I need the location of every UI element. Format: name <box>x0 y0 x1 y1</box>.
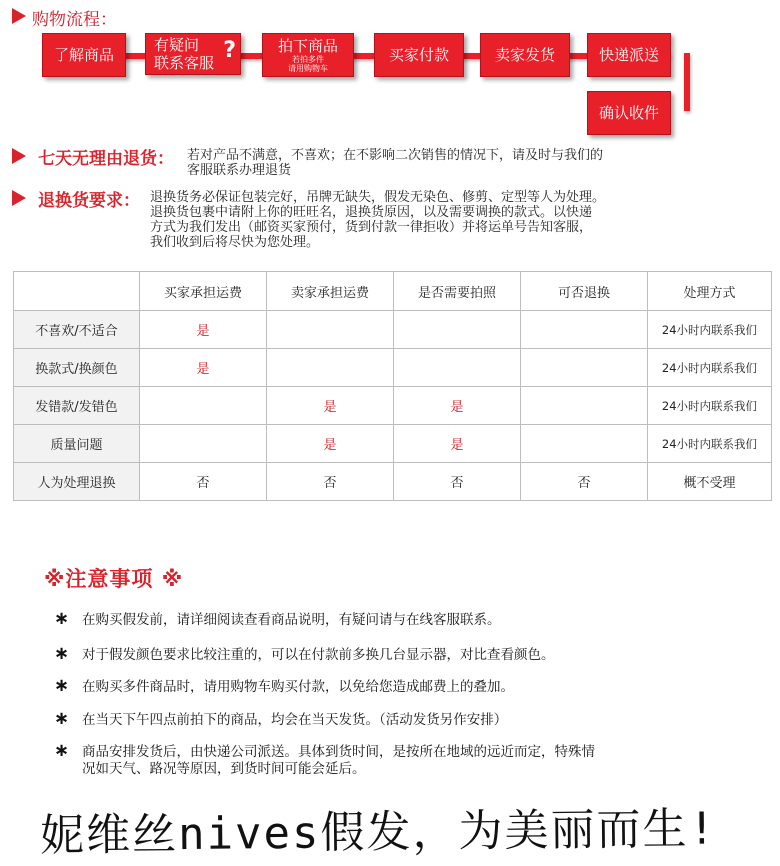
flow-step-label: 快递派送 <box>598 46 659 64</box>
table-row-header: 不喜欢/不适合 <box>14 311 140 349</box>
table-cell: 是 <box>394 425 521 463</box>
flow-step-sublabel: 请用购物车 <box>288 64 328 73</box>
note-text: 商品安排发货后，由快递公司派送。具体到货时间，是按所在地域的远近而定，特殊情 <box>82 744 595 760</box>
returns7-title-text: 七天无理由退货 <box>38 149 157 169</box>
table-cell: 24小时内联系我们 <box>648 425 772 463</box>
flow-step-label: 买家付款 <box>388 46 449 64</box>
table-row-header: 换款式/换颜色 <box>14 349 140 387</box>
table-header-row <box>14 272 772 311</box>
flow-step-seller-ship <box>480 33 570 77</box>
table-header-cell: 可否退换 <box>521 272 648 311</box>
flow-step-label: 拍下商品 <box>277 37 338 55</box>
section-arrow-icon <box>12 190 26 206</box>
return-policy-table <box>13 271 772 501</box>
returns7-text <box>187 148 747 178</box>
asterisk-icon: ∗ <box>54 708 70 729</box>
note-item <box>54 740 752 778</box>
exchange-line: 我们收到后将尽快为您处理。 <box>150 235 320 250</box>
exchange-line: 退换货包裹中请附上你的旺旺名，退换货原因，以及需要调换的款式。以快递 <box>150 205 593 220</box>
note-text: 况如天气、路况等原因，到货时间可能会延后。 <box>82 761 366 777</box>
table-cell: 是 <box>394 387 521 425</box>
flow-connector <box>50 53 670 59</box>
section-arrow-icon <box>12 8 26 24</box>
table-cell: 否 <box>394 463 521 501</box>
table-header-cell: 卖家承担运费 <box>267 272 394 311</box>
note-text: 在购买多件商品时，请用购物车购买付款，以免给您造成邮费上的叠加。 <box>82 679 514 695</box>
table-cell: 是 <box>140 349 267 387</box>
flow-step-place-order <box>262 33 354 77</box>
exchange-title-text: 退换货要求 <box>38 191 123 211</box>
note-item <box>54 675 752 696</box>
table-cell: 概不受理 <box>648 463 772 501</box>
table-cell <box>267 349 394 387</box>
exchange-line: 方式为我们发出（邮资买家预付，货到付款一律拒收）并将运单号告知客服， <box>150 220 593 235</box>
exchange-title <box>38 186 140 211</box>
exchange-colon: ： <box>123 191 140 211</box>
table-cell: 否 <box>521 463 648 501</box>
flow-step-confirm-receipt <box>587 91 671 135</box>
note-item <box>54 643 752 664</box>
table-header-cell: 处理方式 <box>648 272 772 311</box>
table-cell: 否 <box>267 463 394 501</box>
returns7-colon: ： <box>157 149 174 169</box>
table-cell <box>140 387 267 425</box>
note-text: 在购买假发前，请详细阅读查看商品说明，有疑问请与在线客服联系。 <box>82 612 501 628</box>
table-row-header: 人为处理退换 <box>14 463 140 501</box>
table-cell: 24小时内联系我们 <box>648 387 772 425</box>
note-text: 在当天下午四点前拍下的商品，均会在当天发货。（活动发货另作安排） <box>82 712 508 728</box>
table-row-header: 质量问题 <box>14 425 140 463</box>
returns7-line: 客服联系办理退货 <box>187 163 292 178</box>
table-cell <box>267 311 394 349</box>
asterisk-icon: ∗ <box>54 643 70 664</box>
table-row <box>14 425 772 463</box>
flow-step-label: 联系客服 <box>154 54 215 72</box>
note-item <box>54 708 752 729</box>
table-cell <box>140 425 267 463</box>
table-row <box>14 349 772 387</box>
table-cell: 24小时内联系我们 <box>648 311 772 349</box>
notes-title: ※注意事项 ※ <box>44 567 184 591</box>
flow-step-label: 确认收件 <box>598 104 659 122</box>
flow-title: 购物流程： <box>32 10 117 30</box>
note-item <box>54 608 752 629</box>
table-cell: 24小时内联系我们 <box>648 349 772 387</box>
table-cell <box>521 387 648 425</box>
note-text: 对于假发颜色要求比较注重的，可以在付款前多换几台显示器，对比查看颜色。 <box>82 647 555 663</box>
exchange-text <box>150 190 750 250</box>
returns7-title <box>38 144 174 169</box>
table-cell: 否 <box>140 463 267 501</box>
table-row <box>14 387 772 425</box>
table-header-cell: 买家承担运费 <box>140 272 267 311</box>
returns7-line: 若对产品不满意，不喜欢；在不影响二次销售的情况下，请及时与我们的 <box>187 148 604 163</box>
asterisk-icon: ∗ <box>54 608 70 629</box>
table-cell <box>394 349 521 387</box>
flow-step-courier-delivery <box>587 33 671 77</box>
table-header-cell <box>14 272 140 311</box>
table-cell <box>394 311 521 349</box>
brand-slogan: 妮维丝nives假发，为美丽而生! <box>39 803 718 862</box>
asterisk-icon: ∗ <box>54 675 70 696</box>
flow-step-buyer-pay <box>374 33 464 77</box>
question-mark-icon: ? <box>223 38 236 63</box>
flow-step-sublabel: 若拍多件 <box>292 55 324 64</box>
table-row <box>14 463 772 501</box>
table-row-header: 发错款/发错色 <box>14 387 140 425</box>
flow-step-label: 有疑问 <box>154 36 200 54</box>
exchange-line: 退换货务必保证包装完好，吊牌无缺失，假发无染色、修剪、定型等人为处理。 <box>150 190 606 205</box>
asterisk-icon: ∗ <box>54 740 70 761</box>
table-header-cell: 是否需要拍照 <box>394 272 521 311</box>
table-row <box>14 311 772 349</box>
table-cell <box>521 311 648 349</box>
flow-step-label: 卖家发货 <box>494 46 555 64</box>
table-cell <box>521 425 648 463</box>
flow-step-contact-service <box>145 33 241 75</box>
section-arrow-icon <box>12 148 26 164</box>
table-cell: 是 <box>267 425 394 463</box>
table-cell: 是 <box>140 311 267 349</box>
table-cell: 是 <box>267 387 394 425</box>
table-cell <box>521 349 648 387</box>
flow-step-understand-product <box>42 33 126 77</box>
flow-step-label: 了解商品 <box>53 46 114 64</box>
flow-connector-down <box>684 53 690 111</box>
